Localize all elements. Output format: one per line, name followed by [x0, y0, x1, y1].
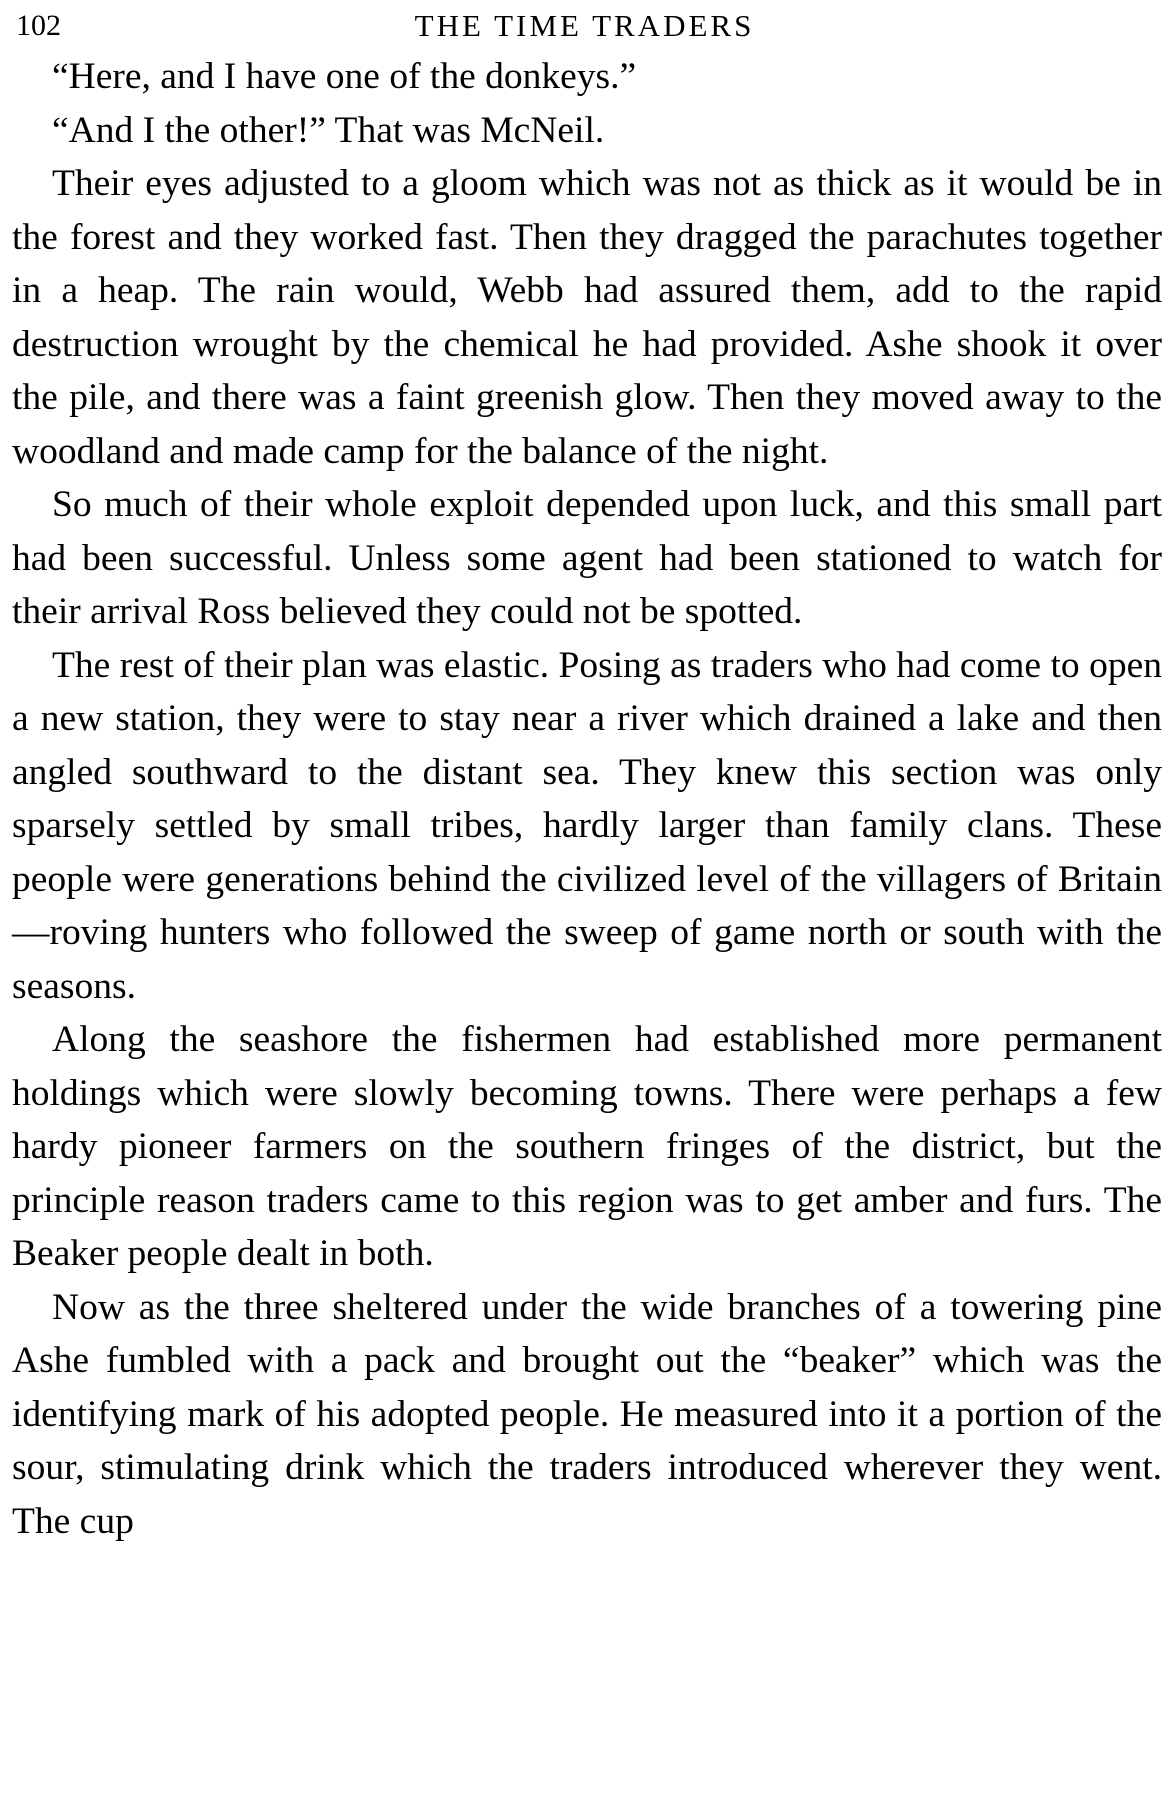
paragraph: The rest of their plan was elastic. Posing as traders who had come to open a new station, they were to stay near a river which drained a lake and then angled southward to the distant sea. They knew this section was only sparsely settled by small tribes, hardly larger than family clans. These people were generations behind the civilized level of the villagers of Britain—roving hunters who followed the sweep of game north or south with the seasons. [12, 644, 1162, 1007]
paragraph: So much of their whole exploit depended upon luck, and this small part had been successful. Unless some agent had been stationed to watch for their arrival Ross believed they could not be spotted. [12, 484, 1162, 632]
running-title: THE TIME TRADERS [414, 8, 755, 43]
paragraph: Along the seashore the fishermen had established more permanent holdings which were slowly becoming towns. There were perhaps a few hardy pioneer farmers on the southern fringes of the district, but the principle reason traders came to this region was to get amber and furs. The Beaker people dealt in both. [12, 1019, 1162, 1274]
page-number: 102 [16, 9, 61, 42]
paragraph: “Here, and I have one of the donkeys.” [52, 56, 637, 97]
running-head [10, 6, 1159, 46]
paragraph: Their eyes adjusted to a gloom which was not as thick as it would be in the forest and they worked fast. Then they dragged the parachutes together in a heap. The rain would, Webb had assured them, add to the rapid destruction wrought by the chemical he had provided. Ashe shook it over the pile, and there was a faint greenish glow. Then they moved away to the woodland and made camp for the balance of the night. [12, 163, 1162, 472]
paragraph: Now as the three sheltered under the wide branches of a towering pine Ashe fumbled with a pack and brought out the “beaker” which was the identifying mark of his adopted people. He measured into it a portion of the sour, stimulating drink which the traders introduced wherever they went. The cup [12, 1286, 1162, 1542]
paragraph: “And I the other!” That was McNeil. [52, 109, 605, 151]
body-text [12, 50, 1162, 1548]
